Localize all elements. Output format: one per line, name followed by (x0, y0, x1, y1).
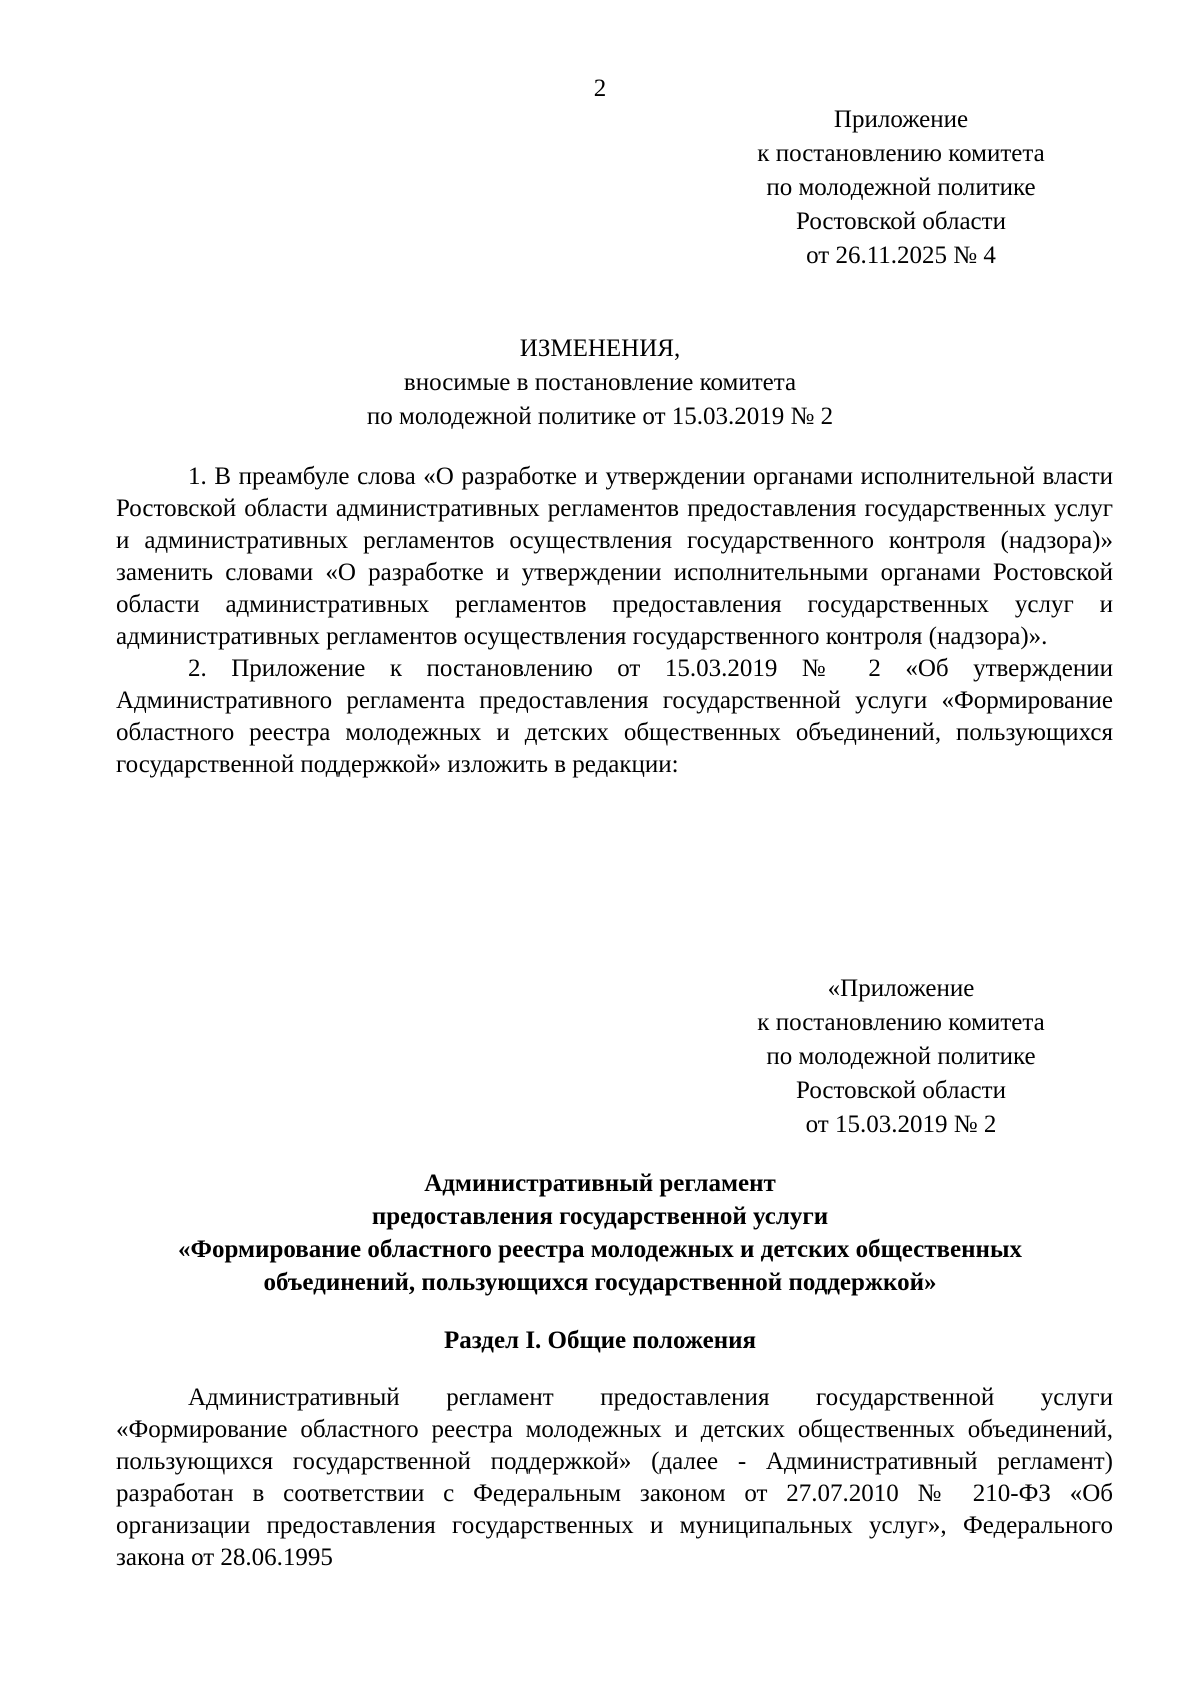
section-body (116, 1382, 1113, 1574)
regulation-title-line: Административный регламент (424, 1170, 776, 1197)
appendix-header-line: по молодежной политике (766, 174, 1036, 201)
changes-title (0, 332, 1200, 434)
page-number: 2 (593, 75, 607, 102)
regulation-title (0, 1167, 1200, 1299)
appendix-header-line: Приложение (833, 106, 969, 133)
changes-heading: ИЗМЕНЕНИЯ, (519, 335, 681, 362)
regulation-title-line: «Формирование областного реестра молодежных и детских общественных (178, 1236, 1022, 1263)
appendix-header-line: к постановлению комитета (757, 1009, 1045, 1036)
appendix-header (706, 103, 1096, 273)
appendix-header-line: по молодежной политике (766, 1043, 1036, 1070)
changes-subtitle-line: вносимые в постановление комитета (403, 369, 797, 396)
appendix-header-line: Ростовской области (796, 1077, 1006, 1104)
regulation-title-line: объединений, пользующихся государственной поддержкой» (263, 1269, 937, 1296)
appendix-header-line: Ростовской области (796, 208, 1006, 235)
changes-subtitle-line: по молодежной политике от 15.03.2019 № 2 (366, 403, 834, 430)
paragraph-1: 1. В преамбуле слова «О разработке и утверждении органами исполнительной власти Ростовской области административных регламентов предоставления государственных услуг и административных регламентов осуществления государственного контроля (надзора)» заменить словами «О разработке и утверждении исполнительными органами Ростовской области административных регламентов предоставления государственных услуг и административных регламентов осуществления государственного контроля (надзора)». (116, 463, 1113, 650)
appendix-header-line: к постановлению комитета (757, 140, 1045, 167)
appendix-header-line: от 15.03.2019 № 2 (805, 1111, 997, 1138)
appendix-header-quoted (706, 972, 1096, 1142)
appendix-header-line: «Приложение (827, 975, 975, 1002)
regulation-title-line: предоставления государственной услуги (371, 1203, 829, 1230)
appendix-header-line: от 26.11.2025 № 4 (806, 242, 996, 269)
changes-body (116, 461, 1113, 781)
paragraph-2: 2. Приложение к постановлению от 15.03.2019 № 2 «Об утверждении Административного регламента предоставления государственной услуги «Формирование областного реестра молодежных и детских общественных объединений, пользующихся государственной поддержкой» изложить в редакции: (116, 655, 1113, 778)
section-title (0, 1324, 1200, 1358)
section-paragraph: Административный регламент предоставления государственной услуги «Формирование областного реестра молодежных и детских общественных объединений, пользующихся государственной поддержкой» (далее - Административный регламент) разработан в соответствии с Федеральным законом от 27.07.2010 № 210-ФЗ «Об организации предоставления государственных и муниципальных услуг», Федерального закона от 28.06.1995 (116, 1384, 1113, 1571)
section-title-text: Раздел I. Общие положения (443, 1327, 757, 1354)
